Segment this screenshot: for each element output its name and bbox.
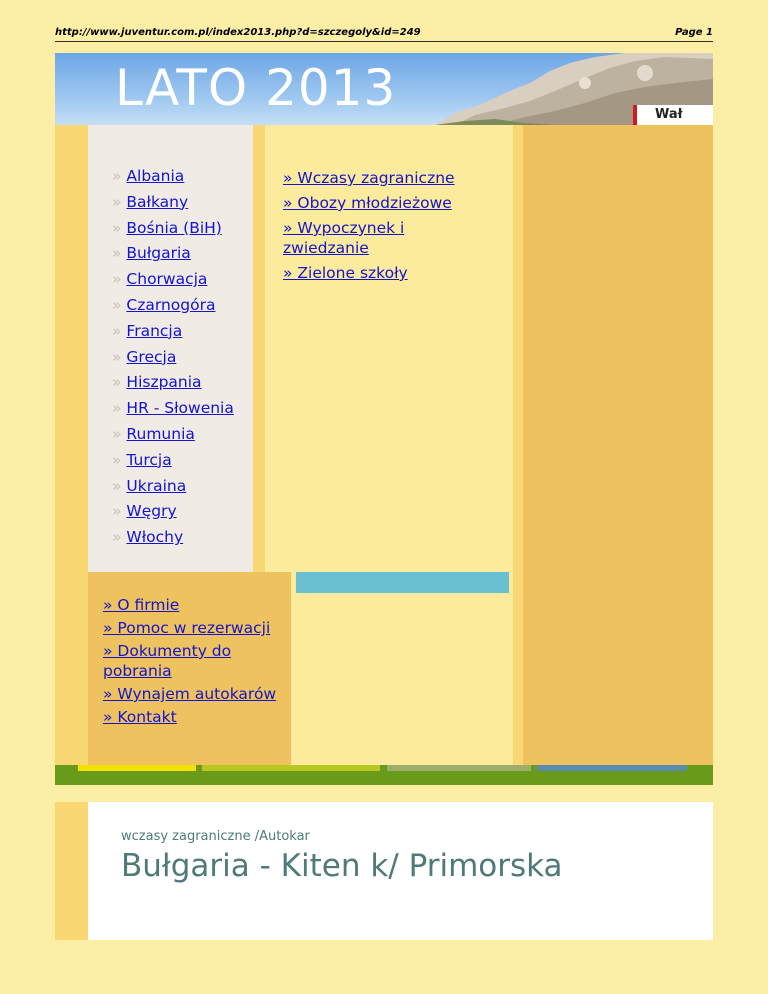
info-link-wynajem-autokarow[interactable]: » Wynajem autokarów [103, 685, 277, 703]
brand-logo: Wał [633, 105, 713, 125]
info-link-dokumenty-do-pobrania[interactable]: » Dokumenty do pobrania [103, 642, 232, 680]
site-banner [55, 53, 713, 125]
country-item[interactable]: » Grecja [112, 347, 177, 366]
country-item[interactable]: » Rumunia [112, 424, 195, 443]
country-link-wlochy[interactable]: Włochy [126, 528, 184, 547]
band-segment-olive [387, 765, 531, 771]
country-item[interactable]: » Czarnogóra [112, 295, 216, 314]
lower-left-stripe [55, 802, 88, 940]
country-link-bosnia[interactable]: Bośnia (BiH) [126, 218, 222, 237]
print-header-url: http://www.juventur.com.pl/index2013.php?d=szczegoly&id=249 [55, 27, 421, 38]
country-link-rumunia[interactable]: Rumunia [126, 424, 195, 443]
category-link-obozy-mlodziezowe[interactable]: » Obozy młodzieżowe [283, 194, 452, 212]
country-item[interactable]: » Hiszpania [112, 373, 202, 392]
print-header-page-number: Page 1 [675, 27, 713, 38]
category-link-wypoczynek-i-zwiedzanie[interactable]: » Wypoczynek i zwiedzanie [283, 219, 405, 257]
decorative-green-band [55, 765, 713, 785]
country-item[interactable]: » Bułgaria [112, 244, 191, 263]
country-item[interactable]: » Albania [112, 167, 185, 185]
country-item[interactable]: » Chorwacja [112, 270, 208, 289]
offer-subtitle: wczasy zagraniczne /Autokar [121, 829, 310, 844]
country-link-grecja[interactable]: Grecja [126, 347, 177, 366]
country-item[interactable]: » HR - Słowenia [112, 399, 234, 418]
country-link-hiszpania[interactable]: Hiszpania [126, 373, 202, 392]
right-panel [523, 125, 713, 765]
country-item[interactable]: » Bałkany [112, 192, 189, 211]
country-link-czarnogora[interactable]: Czarnogóra [126, 295, 216, 314]
band-segment-yellow [78, 765, 196, 771]
country-link-balkany[interactable]: Bałkany [126, 192, 189, 211]
info-link-o-firmie[interactable]: » O firmie [103, 596, 180, 614]
country-item[interactable]: » Bośnia (BiH) [112, 218, 222, 237]
country-item[interactable]: » Węgry [112, 502, 177, 521]
country-link-albania[interactable]: Albania [126, 167, 185, 185]
country-link-chorwacja[interactable]: Chorwacja [126, 270, 208, 289]
country-item[interactable]: » Francja [112, 321, 183, 340]
info-nav [103, 595, 283, 730]
banner-title: LATO 2013 [115, 59, 397, 117]
column-separator [513, 125, 523, 765]
band-segment-lime [202, 765, 380, 771]
left-stripe [55, 125, 88, 765]
country-link-wegry[interactable]: Węgry [126, 502, 177, 521]
category-link-zielone-szkoly[interactable]: » Zielone szkoły [283, 264, 408, 282]
offer-title: Bułgaria - Kiten k/ Primorska [121, 848, 563, 884]
category-nav [283, 168, 488, 288]
info-link-pomoc-w-rezerwacji[interactable]: » Pomoc w rezerwacji [103, 619, 271, 637]
country-item[interactable]: » Turcja [112, 450, 172, 469]
country-link-ukraina[interactable]: Ukraina [126, 476, 187, 495]
band-segment-blue [537, 765, 687, 771]
country-nav [112, 168, 250, 555]
header-divider [55, 41, 713, 42]
country-item[interactable]: » Włochy [112, 528, 184, 547]
country-link-hr-slowenia[interactable]: HR - Słowenia [126, 399, 234, 418]
info-link-kontakt[interactable]: » Kontakt [103, 708, 177, 726]
category-link-wczasy-zagraniczne[interactable]: » Wczasy zagraniczne [283, 169, 455, 187]
country-item[interactable]: » Ukraina [112, 476, 187, 495]
accent-bar [296, 572, 509, 593]
country-link-turcja[interactable]: Turcja [126, 450, 172, 469]
country-link-bulgaria[interactable]: Bułgaria [126, 244, 191, 263]
country-link-francja[interactable]: Francja [126, 321, 183, 340]
